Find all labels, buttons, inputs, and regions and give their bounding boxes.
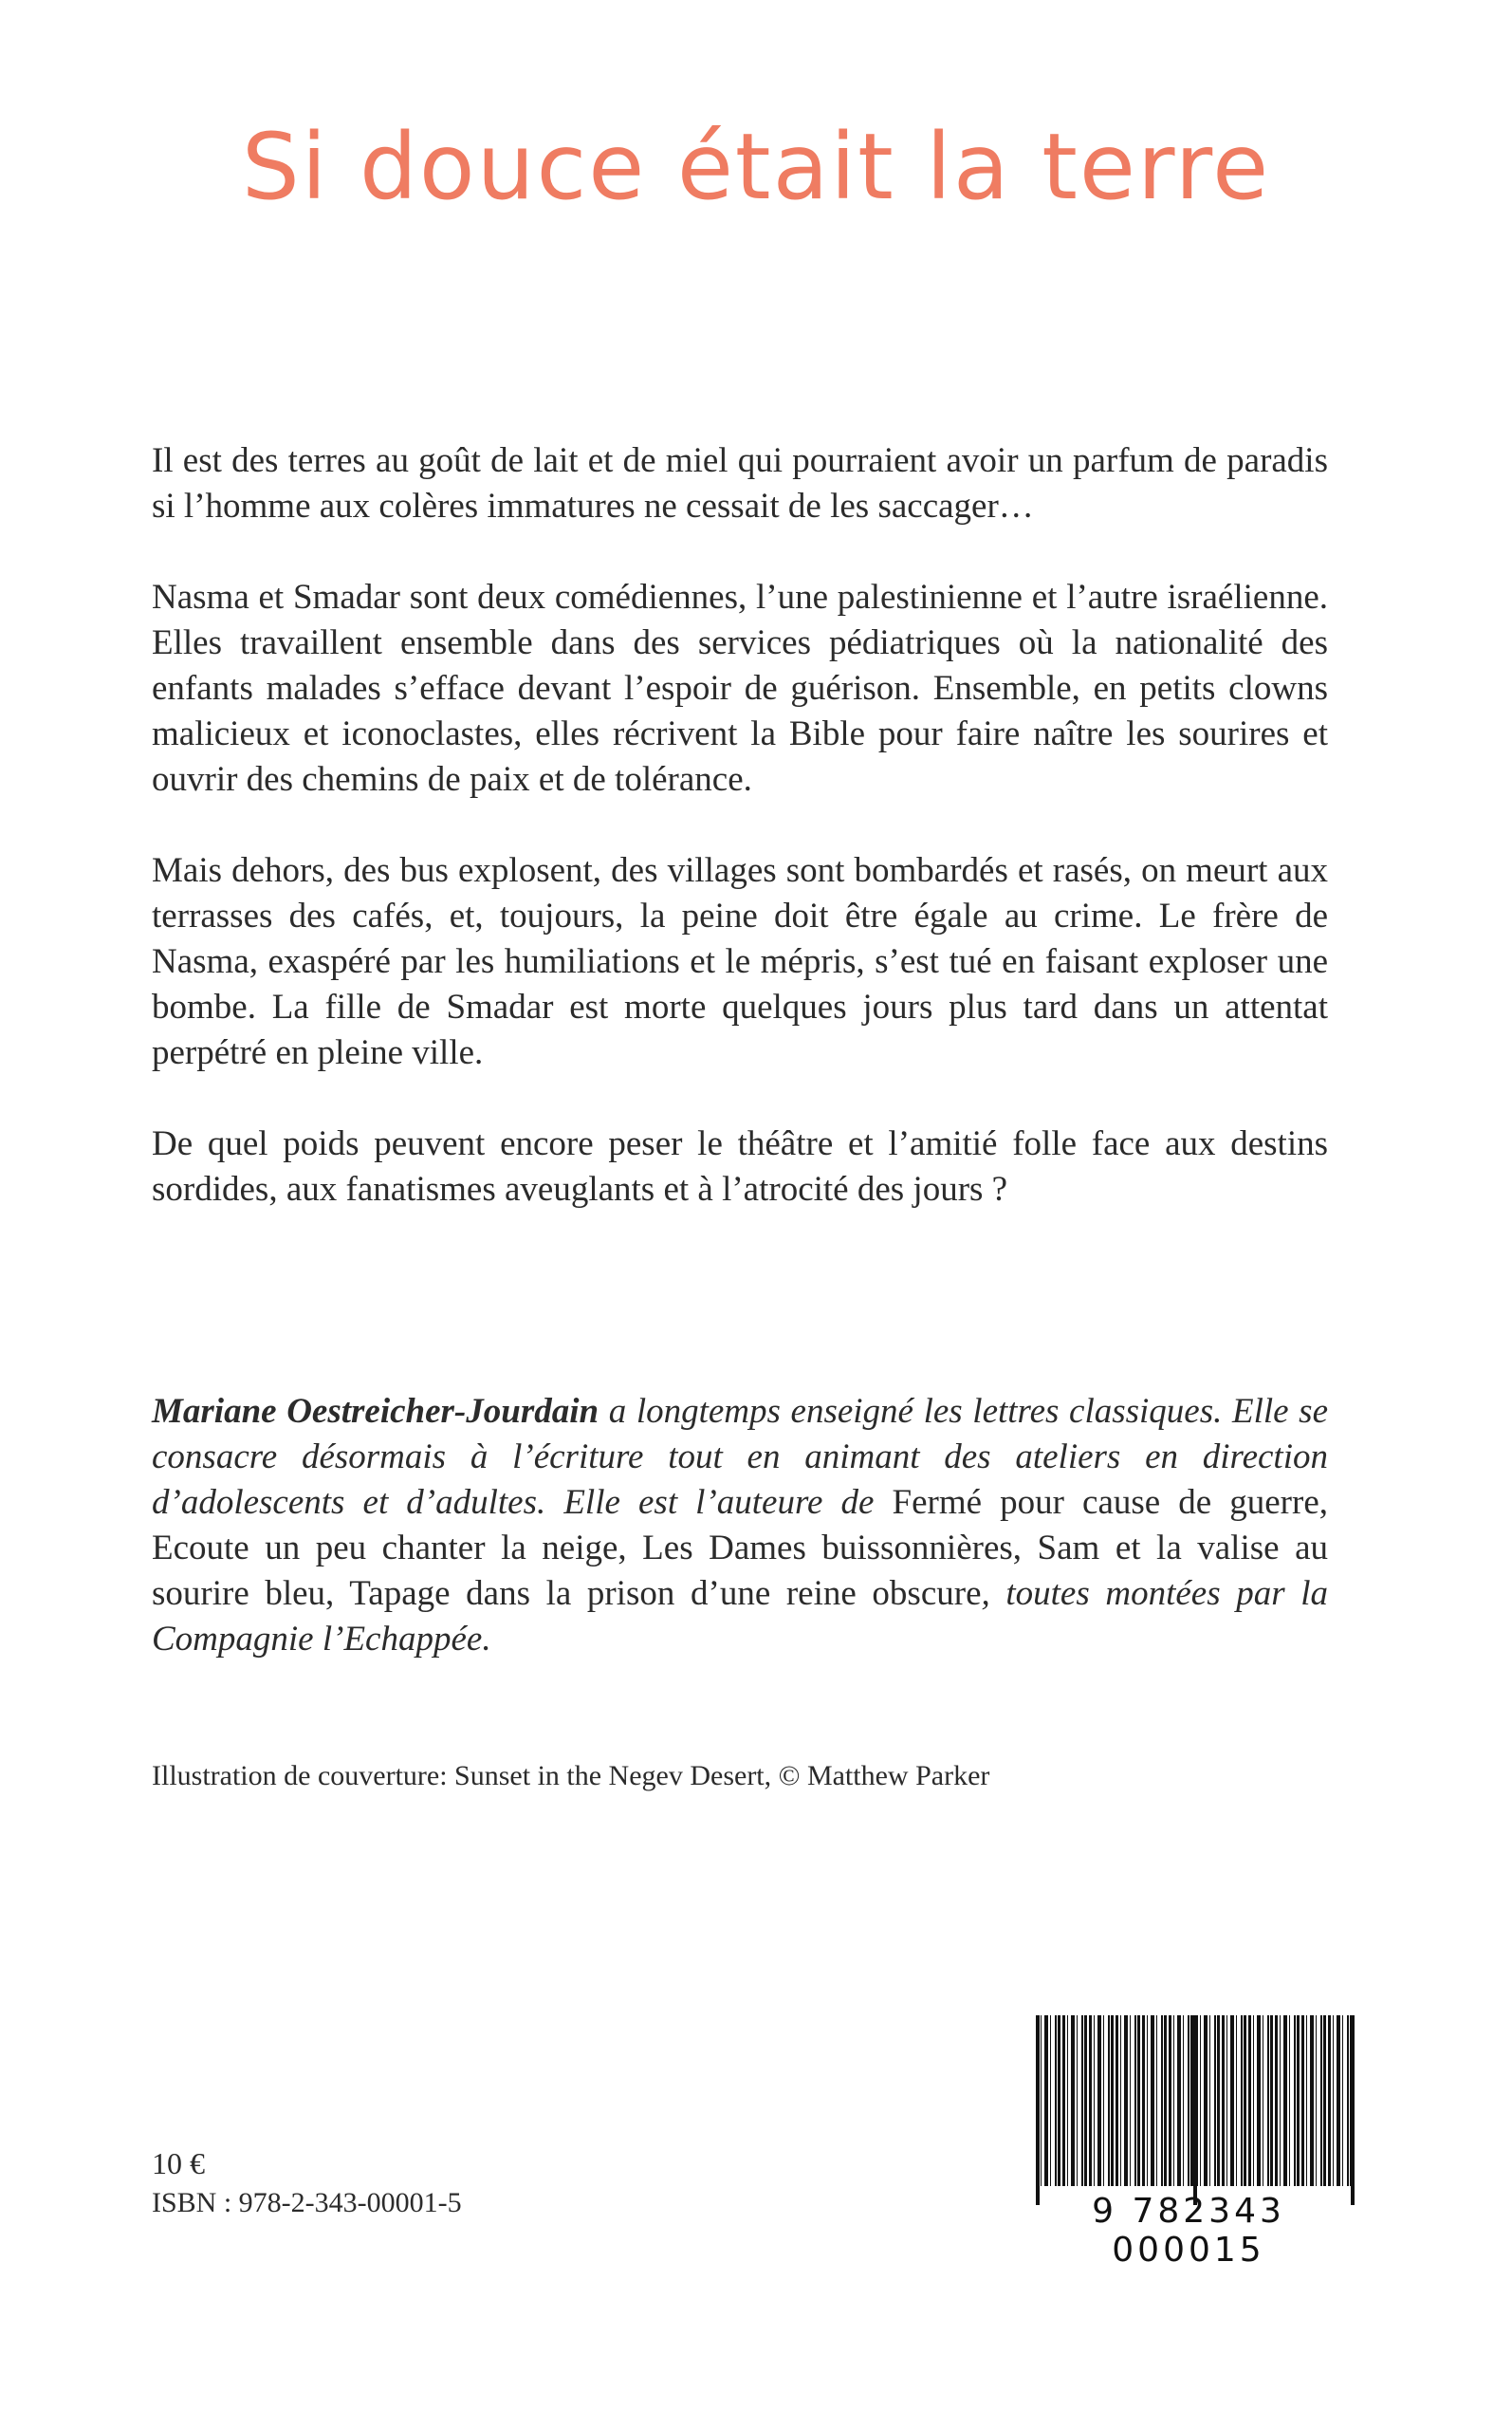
barcode-guard-right: [1351, 2015, 1355, 2205]
barcode-guard-middle: [1193, 2015, 1197, 2205]
blurb-paragraph: De quel poids peuvent encore peser le théâtre et l’amitié folle face aux destins sordides, aux fanatismes aveuglants et à l’atrocité des jours ?: [152, 1124, 1328, 1209]
bio-works: Fermé pour cause de guerre, Ecoute un peu chanter la neige, Les Dames buissonnières, Sam et la valise au sourire bleu, Tapage dans la prison d’une reine obscure: [152, 1483, 1328, 1613]
bio-text: a longtemps enseigné les lettres classiques. Elle se consacre désormais à l’écriture tout en animant des ateliers en direction d’adolescents et d’adultes. Elle est l’auteure de: [152, 1392, 1328, 1522]
book-title: Si douce était la terre: [241, 114, 1271, 220]
barcode: [1015, 2015, 1362, 2270]
price: 10 €: [152, 2146, 205, 2180]
barcode-guard-left: [1036, 2015, 1040, 2205]
author-name: Mariane Oestreicher-Jourdain: [152, 1392, 599, 1431]
blurb-paragraph: Nasma et Smadar sont deux comédiennes, l’une palestinienne et l’autre israélienne. Elles travaillent ensemble dans des services pédiatriques où la nationalité des enfants malades s’efface devant l’espoir de guérison. Ensemble, en petits clowns malicieux et iconoclastes, elles récrivent la Bible pour faire naître les sourires et ouvrir des chemins de paix et de tolérance.: [152, 578, 1328, 799]
cover-credit: Illustration de couverture: Sunset in the Negev Desert, © Matthew Parker: [152, 1760, 990, 1791]
bio-text-end: , toutes montées par la Compagnie l’Echappée.: [152, 1574, 1329, 1659]
blurb: [152, 438, 1328, 1258]
blurb-paragraph: Mais dehors, des bus explosent, des villages sont bombardés et rasés, on meurt aux terrasses des cafés, et, toujours, la peine doit être égale au crime. Le frère de Nasma, exaspéré par les humiliations et le mépris, s’est tué en faisant exploser une bombe. La fille de Smadar est morte quelques jours plus tard dans un attentat perpétré en pleine ville.: [152, 851, 1328, 1072]
author-bio: [152, 1389, 1328, 1662]
barcode-number: 9 782343 000015: [1092, 2192, 1285, 2270]
isbn: ISBN : 978-2-343-00001-5: [152, 2187, 462, 2218]
blurb-paragraph: Il est des terres au goût de lait et de miel qui pourraient avoir un parfum de paradis si l’homme aux colères immatures ne cessait de les saccager…: [152, 441, 1328, 526]
